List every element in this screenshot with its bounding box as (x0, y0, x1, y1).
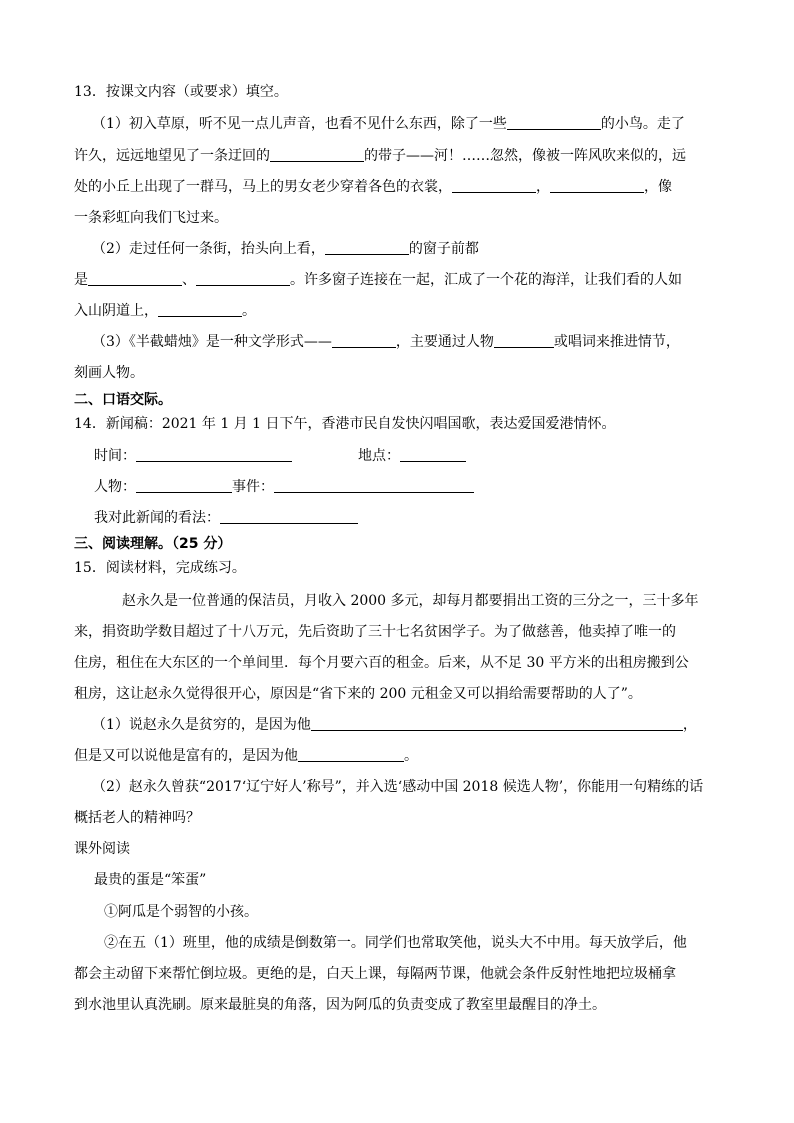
q13-blank-5[interactable] (325, 240, 409, 255)
q13-p2-d: 、 (182, 272, 196, 288)
q15-s1-line1 (92, 715, 697, 735)
q15-title: 15．阅读材料，完成练习。 (74, 560, 246, 576)
q13-blank-3[interactable] (452, 178, 536, 193)
story-title: 最贵的蛋是“笨蛋” (94, 872, 207, 888)
place-label: 地点： (358, 448, 400, 464)
q13-p1-h: 一条彩虹向我们飞过来。 (74, 210, 228, 226)
q15-blank-2[interactable] (298, 747, 404, 762)
q13-p2-line1 (92, 239, 479, 259)
q13-p3-b: ，主要通过人物 (395, 334, 494, 350)
place-field[interactable] (400, 447, 466, 462)
q13-p2-line2 (74, 270, 682, 290)
q15-para-line3: 住房，租住在大东区的一个单间里．每个月要六百的租金。后来，从不足 30 平方米的出租房搬到公 (74, 655, 689, 671)
person-field[interactable] (136, 478, 232, 493)
q13-p1-line1 (92, 114, 685, 134)
q13-p2-g: 。 (242, 303, 256, 319)
q13-blank-4[interactable] (550, 178, 644, 193)
q13-p1-line2 (74, 146, 686, 166)
opinion-label: 我对此新闻的看法： (94, 510, 220, 526)
story-para-1: ①阿瓜是个弱智的小孩。 (104, 904, 258, 920)
q13-blank-10[interactable] (494, 333, 554, 348)
time-field[interactable] (136, 447, 292, 462)
q13-p2-a: （2）走过任何一条街，抬头向上看， (92, 241, 325, 257)
q13-title: 13．按课文内容（或要求）填空。 (74, 84, 288, 100)
q13-p1-g: ，像 (644, 179, 672, 195)
q13-p2-f: 入山阴道上， (74, 303, 158, 319)
q15-s1-a: （1）说赵永久是贫穷的，是因为他 (92, 717, 311, 733)
q13-p2-b: 的窗子前都 (408, 241, 479, 257)
q15-s1-line2 (74, 746, 418, 766)
q15-s1-d: 。 (404, 748, 418, 764)
q13-p1-c: 许久，远远地望见了一条迂回的 (74, 148, 270, 164)
extra-reading-label: 课外阅读 (74, 841, 130, 857)
q15-s2-a: （2）赵永久曾获“2017‘辽宁好人’称号”，并入选‘感动中国 2018 候选人物’，你能用一句精练的话 (92, 779, 704, 795)
q13-blank-7[interactable] (196, 271, 290, 286)
q15-para-line2: 来，捐资助学数目超过了十八万元，先后资助了三十七名贫困学子。为了做慈善，他卖掉了唯一的 (74, 624, 676, 640)
story-para-2-line2: 都会主动留下来帮忙倒垃圾。更绝的是，白天上课，每隔两节课，他就会条件反射性地把垃圾桶拿 (74, 966, 676, 982)
q15-para-line1: 赵永久是一位普通的保洁员，月收入 2000 多元，却每月都要捐出工资的三分之一，三十多年 (122, 593, 699, 609)
q13-p1-d: 的带子——河！……忽然，像被一阵风吹来似的，远 (364, 148, 686, 164)
q13-p2-e: 。许多窗子连接在一起，汇成了一个花的海洋，让我们看的人如 (290, 272, 682, 288)
q14-row1 (94, 446, 292, 466)
q15-s1-c: 但是又可以说他是富有的，是因为他 (74, 748, 298, 764)
q15-s1-b: ， (682, 717, 697, 733)
q13-blank-8[interactable] (158, 302, 242, 317)
q14-place (358, 446, 466, 466)
story-para-2-line3: 到水池里认真洗刷。原来最脏臭的角落，因为阿瓜的负责变成了教室里最醒目的净土。 (74, 997, 606, 1013)
q13-blank-6[interactable] (88, 271, 182, 286)
q13-p3-line1 (92, 332, 680, 352)
q13-p2-line3 (74, 301, 256, 321)
time-label: 时间： (94, 448, 136, 464)
event-label: 事件： (232, 479, 274, 495)
q13-blank-1[interactable] (507, 115, 601, 130)
story-para-2-line1: ②在五（1）班里，他的成绩是倒数第一。同学们也常取笑他，说头大不中用。每天放学后，他 (104, 935, 687, 951)
q13-p3-a: （3）《半截蜡烛》是一种文学形式—— (92, 334, 332, 350)
q13-blank-9[interactable] (332, 333, 396, 348)
opinion-field[interactable] (220, 509, 358, 524)
q14-row2 (94, 477, 474, 497)
q13-p3-c: 或唱词来推进情节， (553, 334, 680, 350)
q15-s2-b: 概括老人的精神吗？ (74, 810, 200, 826)
q15-para-line4: 租房，这让赵永久觉得很开心，原因是“省下来的 200 元租金又可以捐给需要帮助的人了”。 (74, 686, 642, 702)
q13-p1-b: 的小鸟。走了 (600, 116, 685, 132)
q13-p3-d: 刻画人物。 (74, 365, 144, 381)
section-3-title: 三、阅读理解。（25 分） (74, 536, 232, 552)
q14-row3 (94, 508, 358, 528)
q13-p1-line3 (74, 177, 672, 197)
q14-title: 14．新闻稿：2021 年 1 月 1 日下午，香港市民自发快闪唱国歌，表达爱国爱港情怀。 (74, 416, 616, 432)
person-label: 人物： (94, 479, 136, 495)
q13-p1-f: ， (536, 179, 550, 195)
q13-p1-e: 处的小丘上出现了一群马，马上的男女老少穿着各色的衣裳， (74, 179, 452, 195)
event-field[interactable] (274, 478, 474, 493)
q15-blank-1[interactable] (311, 716, 683, 731)
q13-blank-2[interactable] (270, 147, 364, 162)
q13-p1-a: （1）初入草原，听不见一点儿声音，也看不见什么东西，除了一些 (92, 116, 507, 132)
section-2-title: 二、口语交际。 (74, 392, 172, 408)
q13-p2-c: 是 (74, 272, 88, 288)
